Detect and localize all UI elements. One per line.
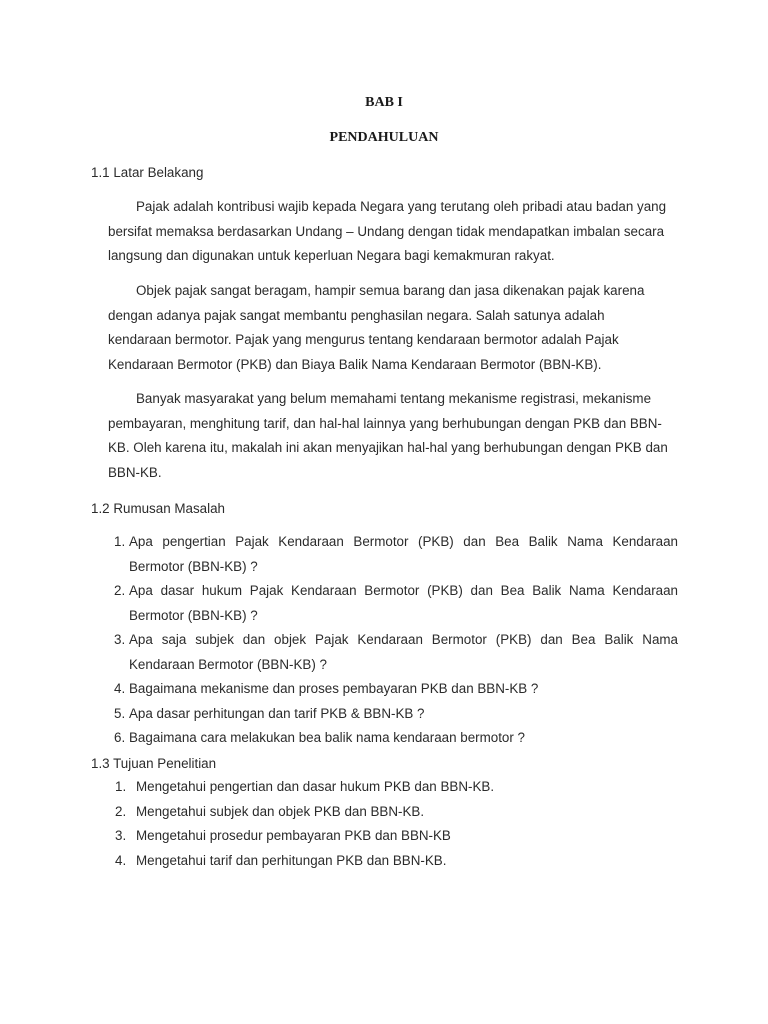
section-heading-tujuan-penelitian: 1.3 Tujuan Penelitian	[91, 756, 217, 771]
rumusan-masalah-list	[108, 530, 678, 751]
list-item	[108, 849, 668, 874]
list-item-text: Mengetahui prosedur pembayaran PKB dan BBN-KB	[136, 828, 451, 843]
paragraph-2-text: Objek pajak sangat beragam, hampir semua barang dan jasa dikenakan pajak karena dengan adanya pajak sangat membantu penghasilan negara. Salah satunya adalah kendaraan bermotor. Pajak yang mengurus tentang kendaraan bermotor adalah Pajak Kendaraan Bermotor (PKB) dan Biaya Balik Nama Kendaraan Bermotor (BBN-KB).	[108, 283, 645, 372]
list-item-text: Apa dasar perhitungan dan tarif PKB & BBN-KB ?	[129, 705, 425, 721]
list-item	[108, 775, 668, 800]
list-item	[108, 800, 668, 825]
list-item-text: Bagaimana cara melakukan bea balik nama kendaraan bermotor ?	[129, 730, 526, 745]
section-heading-rumusan-masalah: 1.2 Rumusan Masalah	[91, 501, 225, 516]
chapter-number: BAB I	[365, 95, 403, 110]
list-item-text: Mengetahui subjek dan objek PKB dan BBN-KB.	[136, 803, 425, 819]
paragraph-2	[108, 279, 668, 377]
list-number: 2.	[114, 583, 126, 598]
paragraph-3	[108, 387, 668, 485]
list-item	[108, 530, 678, 579]
list-number: 2.	[115, 803, 127, 819]
list-item-text: Mengetahui tarif dan perhitungan PKB dan BBN-KB.	[136, 852, 447, 868]
list-item	[108, 824, 668, 849]
list-item	[108, 628, 678, 677]
list-number: 3.	[114, 632, 126, 647]
list-item	[108, 677, 678, 702]
list-number: 3.	[115, 828, 127, 843]
list-item-text: Apa saja subjek dan objek Pajak Kendaraan Bermotor (PKB) dan Bea Balik Nama Kendaraan Bermotor (BBN-KB) ?	[129, 632, 678, 672]
chapter-title: PENDAHULUAN	[329, 130, 439, 145]
list-item	[108, 726, 678, 751]
list-item	[108, 579, 678, 628]
paragraph-3-text: Banyak masyarakat yang belum memahami tentang mekanisme registrasi, mekanisme pembayaran, menghitung tarif, dan hal-hal lainnya yang berhubungan dengan PKB dan BBN-KB. Oleh karena itu, makalah ini akan menyajikan hal-hal yang berhubungan dengan PKB dan BBN-KB.	[108, 391, 668, 480]
paragraph-1-text: Pajak adalah kontribusi wajib kepada Negara yang terutang oleh pribadi atau badan yang bersifat memaksa berdasarkan Undang – Undang dengan tidak mendapatkan imbalan secara langsung dan digunakan untuk keperluan Negara bagi kemakmuran rakyat.	[108, 199, 667, 263]
list-number: 4.	[114, 681, 126, 696]
list-item-text: Apa pengertian Pajak Kendaraan Bermotor (PKB) dan Bea Balik Nama Kendaraan Bermotor (BBN-KB) ?	[129, 534, 678, 574]
list-number: 6.	[114, 730, 126, 745]
tujuan-penelitian-list	[108, 775, 668, 873]
list-item	[108, 702, 678, 727]
paragraph-1	[108, 195, 668, 269]
list-number: 5.	[114, 705, 126, 721]
list-number: 4.	[115, 852, 127, 868]
section-heading-latar-belakang: 1.1 Latar Belakang	[91, 165, 204, 180]
list-item-text: Bagaimana mekanisme dan proses pembayaran PKB dan BBN-KB ?	[129, 681, 539, 696]
list-item-text: Apa dasar hukum Pajak Kendaraan Bermotor (PKB) dan Bea Balik Nama Kendaraan Bermotor (BBN-KB) ?	[129, 583, 678, 623]
list-item-text: Mengetahui pengertian dan dasar hukum PKB dan BBN-KB.	[136, 779, 495, 794]
list-number: 1.	[115, 779, 127, 794]
list-number: 1.	[114, 534, 126, 549]
